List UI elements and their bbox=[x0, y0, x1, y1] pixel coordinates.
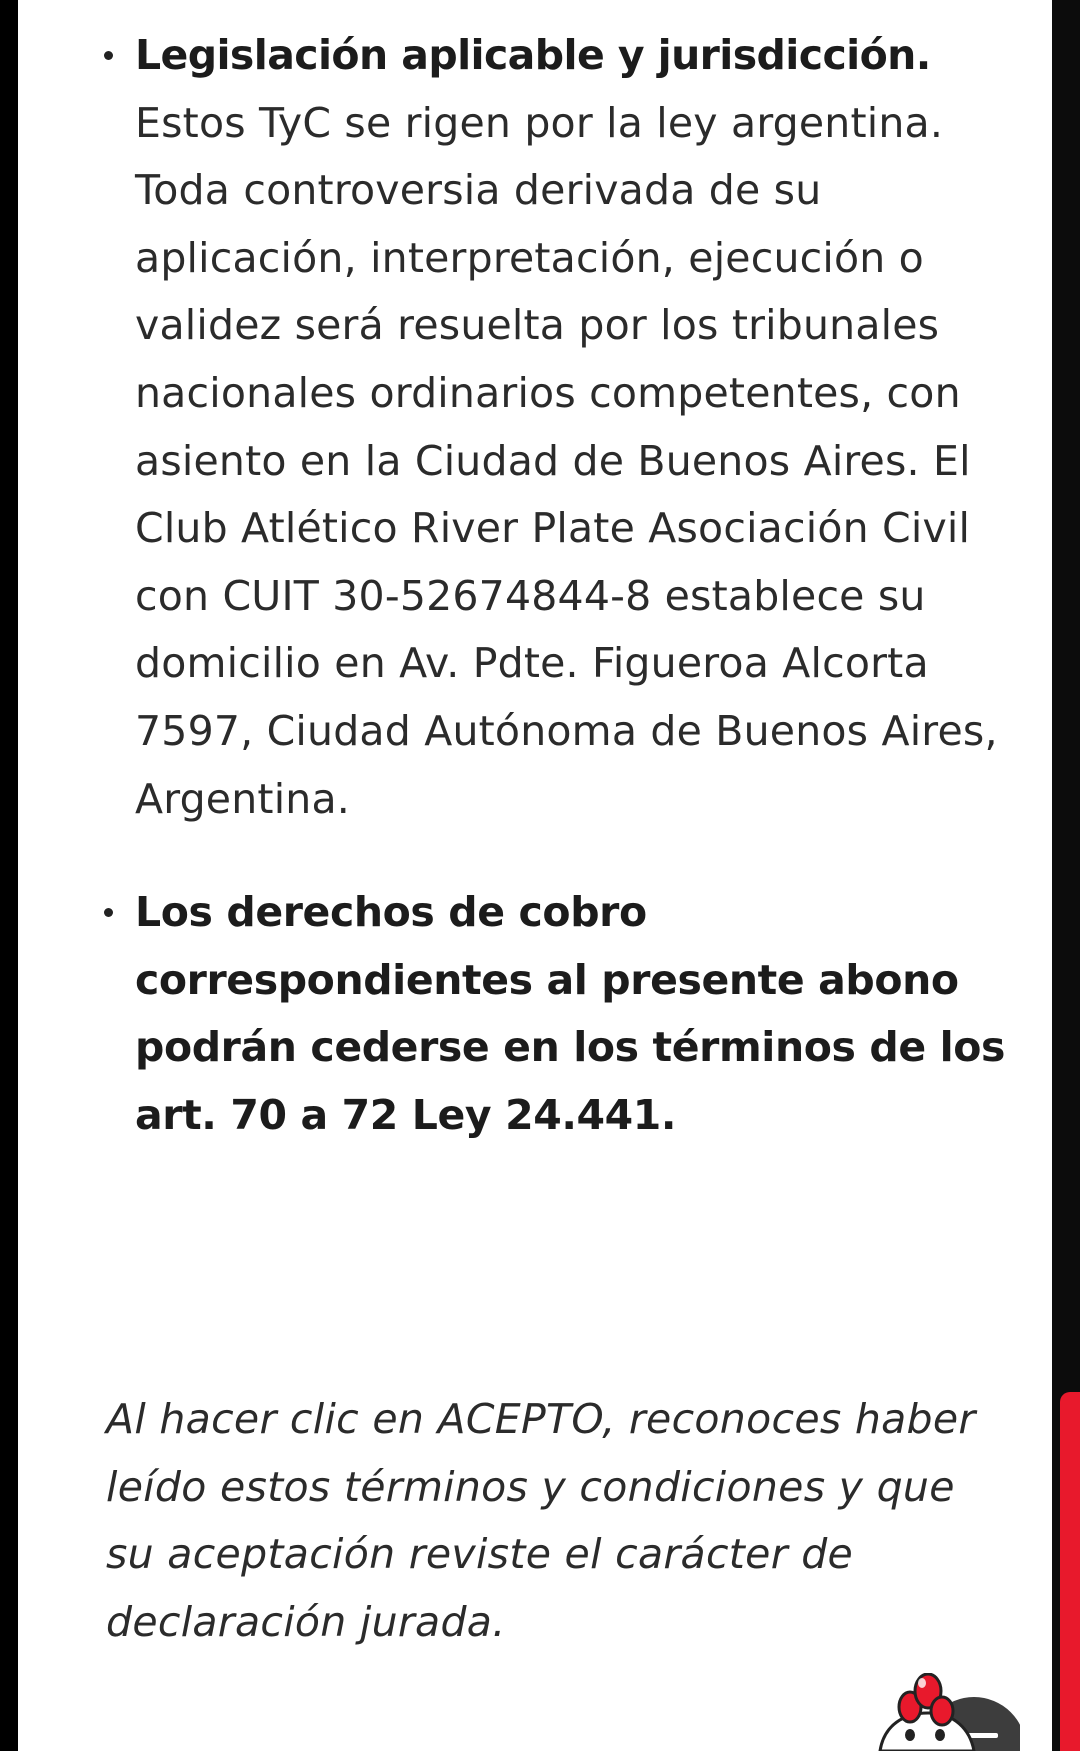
terms-item-text: Los derechos de cobro correspondientes al presente abono podrán cederse en los términos de los art. 70 a 72 Ley 24.441. bbox=[135, 888, 1006, 1139]
acceptance-declaration-text: Al hacer clic en ACEPTO, reconoces haber leído estos términos y condiciones y que su aceptación reviste el carácter de declaración jurada. bbox=[106, 1395, 976, 1646]
terms-item-payment-rights bbox=[18, 879, 1052, 1149]
scrollbar-thumb[interactable] bbox=[1060, 1392, 1080, 1751]
bullet-icon bbox=[104, 51, 113, 60]
terms-content-page bbox=[18, 0, 1052, 1751]
terms-item-heading: Legislación aplicable y jurisdicción. bbox=[135, 31, 931, 79]
terms-item-jurisdiction bbox=[18, 22, 1052, 833]
terms-item-body: Estos TyC se rigen por la ley argentina. Toda controversia derivada de su aplicación, interpretación, ejecución o validez será resuelta por los tribunales nacionales ordinarios competentes, con asiento en la Ciudad de Buenos Aires. El Club Atlético River Plate Asociación Civil con CUIT 30-52674844-8 establece su domicilio en Av. Pdte. Figueroa Alcorta 7597, Ciudad Autónoma de Buenos Aires, Argentina. bbox=[135, 98, 998, 823]
bullet-icon bbox=[104, 908, 113, 917]
chat-fab-button[interactable] bbox=[870, 1673, 1020, 1751]
terms-list bbox=[18, 22, 1052, 1150]
mascot-chat-icon bbox=[870, 1673, 980, 1751]
